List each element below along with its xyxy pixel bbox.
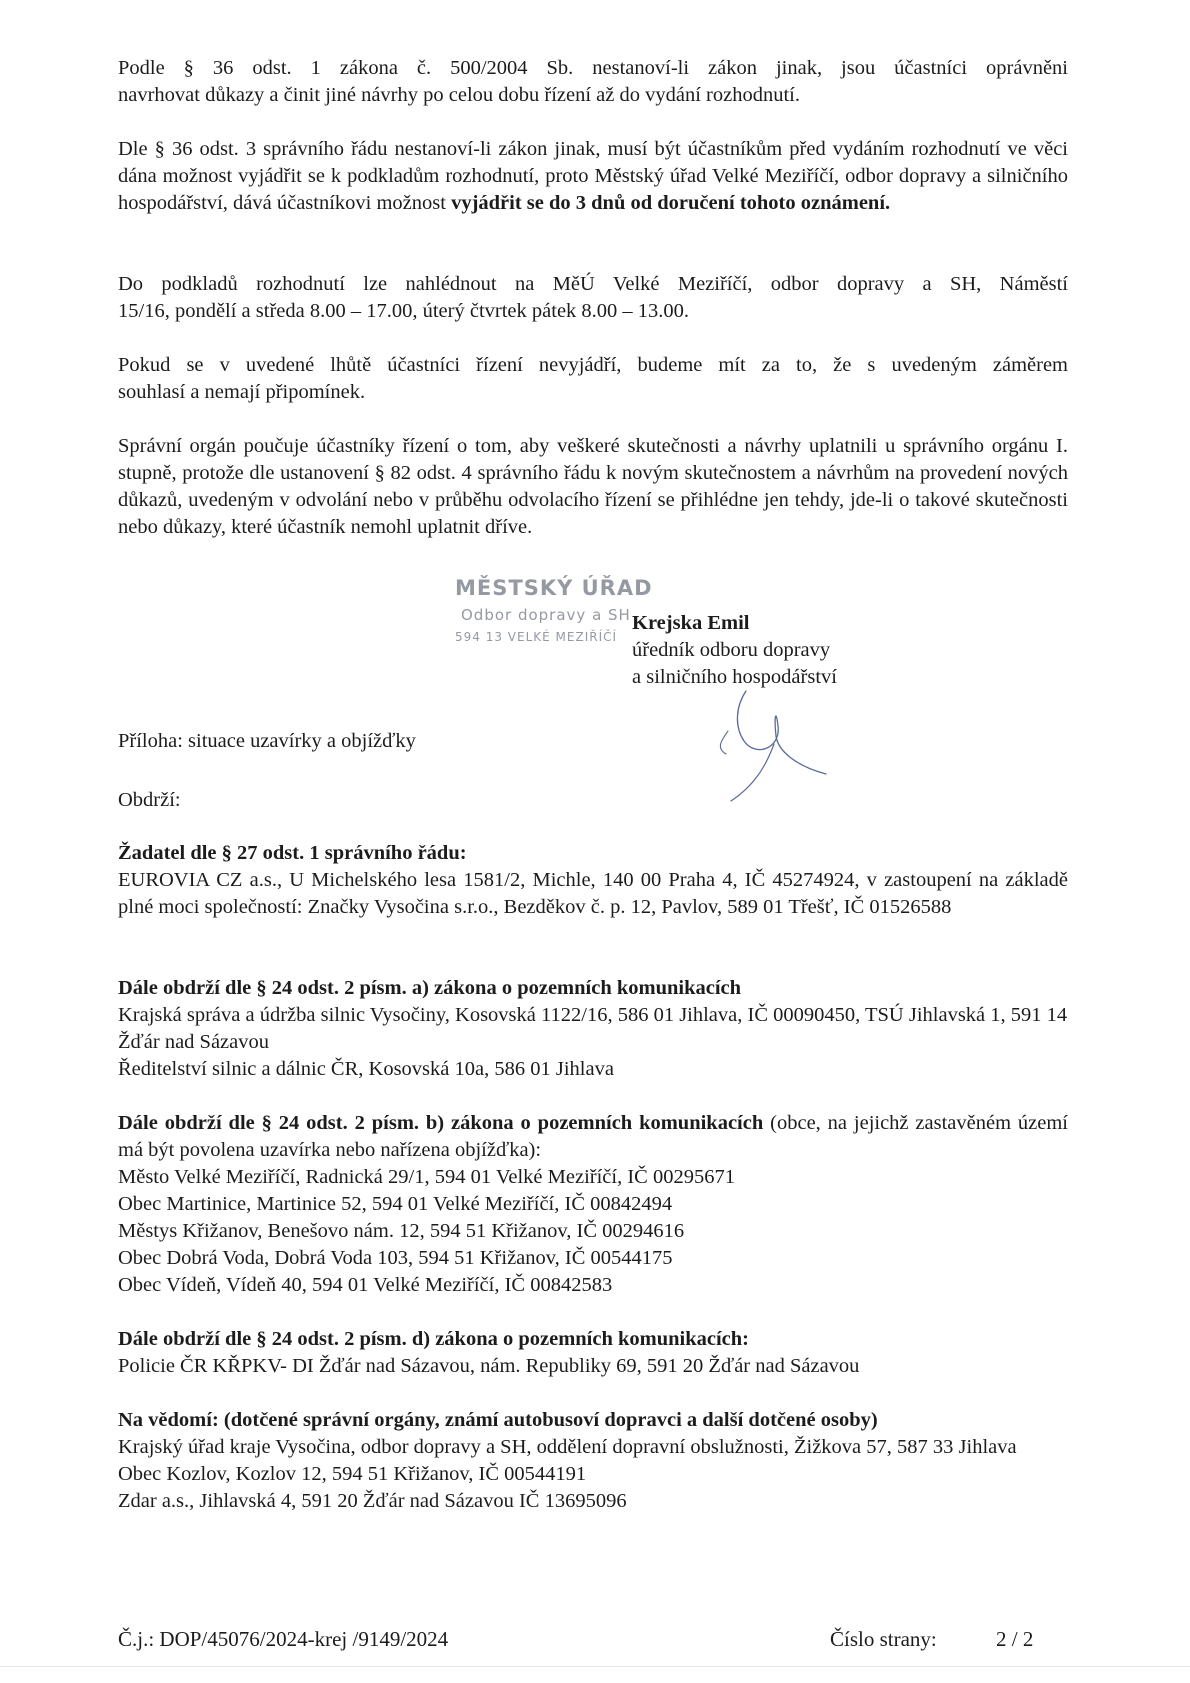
section-b-line-4: Obec Dobrá Voda, Dobrá Voda 103, 594 51 Křižanov, IČ 00544175 <box>118 1247 673 1269</box>
section-b-line-1: Město Velké Meziříčí, Radnická 29/1, 594 01 Velké Meziříčí, IČ 00295671 <box>118 1166 735 1188</box>
paragraph-inspection-hours <box>118 271 1068 325</box>
info-line-3: Zdar a.s., Jihlavská 4, 591 20 Žďár nad Sázavou IČ 13695096 <box>118 1490 627 1512</box>
scan-edge-line <box>0 1666 1190 1667</box>
stamp-line-3: 594 13 VELKÉ MEZIŘÍČÍ <box>455 630 618 644</box>
paragraph-4-line-2: souhlasí a nemají připomínek. <box>118 381 366 403</box>
section-b-line-5: Obec Vídeň, Vídeň 40, 594 01 Velké Meziříčí, IČ 00842583 <box>118 1274 613 1296</box>
applicant-heading: Žadatel dle § 27 odst. 1 správního řádu: <box>118 842 467 864</box>
paragraph-5-text: Správní orgán poučuje účastníky řízení o tom, aby veškeré skutečnosti a návrhy uplatnili u správního orgánu I. stupně, protože dle ustanovení § 82 odst. 4 správního řádu k novým skutečnostem a návrhům na provedení nových důkazů, uvedeným v odvolání nebo v průběhu odvolacího řízení se přihlédne jen tehdy, jde-li o takové skutečnosti nebo důkazy, které účastník nemohl uplatnit dříve. <box>118 435 1068 538</box>
attachment-note: Příloha: situace uzavírky a objížďky <box>118 730 416 752</box>
section-d-heading: Dále obdrží dle § 24 odst. 2 písm. d) zákona o pozemních komunikacích: <box>118 1328 749 1350</box>
paragraph-1-line-2: navrhovat důkazy a činit jiné návrhy po celou dobu řízení až do vydání rozhodnutí. <box>118 84 800 106</box>
section-a-heading: Dále obdrží dle § 24 odst. 2 písm. a) zákona o pozemních komunikacích <box>118 977 742 999</box>
section-recipients-b <box>118 1110 1068 1299</box>
paragraph-3-line-1: Do podkladů rozhodnutí lze nahlédnout na MěÚ Velké Meziříčí, odbor dopravy a SH, Náměstí <box>118 273 1068 295</box>
paragraph-right-to-comment <box>118 136 1068 217</box>
info-line-1: Krajský úřad kraje Vysočina, odbor dopravy a SH, oddělení dopravní obslužnosti, Žižkova 57, 587 33 Jihlava <box>118 1436 1017 1458</box>
paragraph-evidence-rights <box>118 55 1068 109</box>
info-line-2: Obec Kozlov, Kozlov 12, 594 51 Křižanov, IČ 00544191 <box>118 1463 587 1485</box>
section-b-line-3: Městys Křižanov, Benešovo nám. 12, 594 51 Křižanov, IČ 00294616 <box>118 1220 685 1242</box>
section-d-line-1: Policie ČR KŘPKV- DI Žďár nad Sázavou, nám. Republiky 69, 591 20 Žďár nad Sázavou <box>118 1355 860 1377</box>
applicant-text: EUROVIA CZ a.s., U Michelského lesa 1581/2, Michle, 140 00 Praha 4, IČ 45274924, v zastoupení na základě plné moci společností: Značky Vysočina s.r.o., Bezděkov č. p. 12, Pavlov, 589 01 Třešť, IČ 01526588 <box>118 869 1068 918</box>
stamp-line-2: Odbor dopravy a SH <box>461 606 631 624</box>
section-a-line-1: Krajská správa a údržba silnic Vysočiny, Kosovská 1122/16, 586 01 Jihlava, IČ 00090450, TSÚ Jihlavská 1, 591 14 Žďár nad Sázavou <box>118 1004 1068 1053</box>
section-recipients-a <box>118 975 1068 1083</box>
signer-role-line-2: a silničního hospodářství <box>632 666 837 688</box>
section-applicant <box>118 840 1068 921</box>
paragraph-3-line-2: 15/16, pondělí a středa 8.00 – 17.00, úterý čtvrtek pátek 8.00 – 13.00. <box>118 300 690 322</box>
info-heading: Na vědomí: (dotčené správní orgány, známí autobusoví dopravci a další dotčené osoby) <box>118 1409 878 1431</box>
signer-name: Krejska Emil <box>632 612 750 634</box>
page-number: 2 / 2 <box>996 1627 1034 1651</box>
section-recipients-d <box>118 1326 1068 1380</box>
paragraph-instruction <box>118 433 1068 541</box>
section-b-note: (obce, na jejichž zastavěném území má být povolena uzavírka nebo nařízena objížďka): <box>118 1112 1069 1161</box>
reference-number: Č.j.: DOP/45076/2024-krej /9149/2024 <box>118 1627 449 1651</box>
paragraph-silence-consent <box>118 352 1068 406</box>
stamp-line-1: MĚSTSKÝ ÚŘAD <box>455 576 653 600</box>
signer-role-line-1: úředník odboru dopravy <box>632 639 831 661</box>
page-number-label: Číslo strany: <box>830 1627 937 1651</box>
section-b-line-2: Obec Martinice, Martinice 52, 594 01 Velké Meziříčí, IČ 00842494 <box>118 1193 673 1215</box>
section-b-heading: Dále obdrží dle § 24 odst. 2 písm. b) zákona o pozemních komunikacích <box>118 1112 764 1134</box>
section-a-line-2: Ředitelství silnic a dálnic ČR, Kosovská 10a, 586 01 Jihlava <box>118 1058 614 1080</box>
receives-label: Obdrží: <box>118 789 181 811</box>
paragraph-4-line-1: Pokud se v uvedené lhůtě účastníci řízení nevyjádří, budeme mít za to, že s uvedeným záměrem <box>118 354 1068 376</box>
section-for-information <box>118 1407 1068 1515</box>
paragraph-2-deadline: vyjádřit se do 3 dnů od doručení tohoto oznámení. <box>451 192 891 214</box>
paragraph-2-text: Dle § 36 odst. 3 správního řádu nestanoví-li zákon jinak, musí být účastníkům před vydáním rozhodnutí ve věci dána možnost vyjádřit se k podkladům rozhodnutí, proto Městský úřad Velké Meziříčí, odbor dopravy a silničního hospodářství, dává účastníkovi možnost <box>118 138 1068 214</box>
paragraph-1-line-1: Podle § 36 odst. 1 zákona č. 500/2004 Sb. nestanoví-li zákon jinak, jsou účastníci oprávněni <box>118 57 1068 79</box>
